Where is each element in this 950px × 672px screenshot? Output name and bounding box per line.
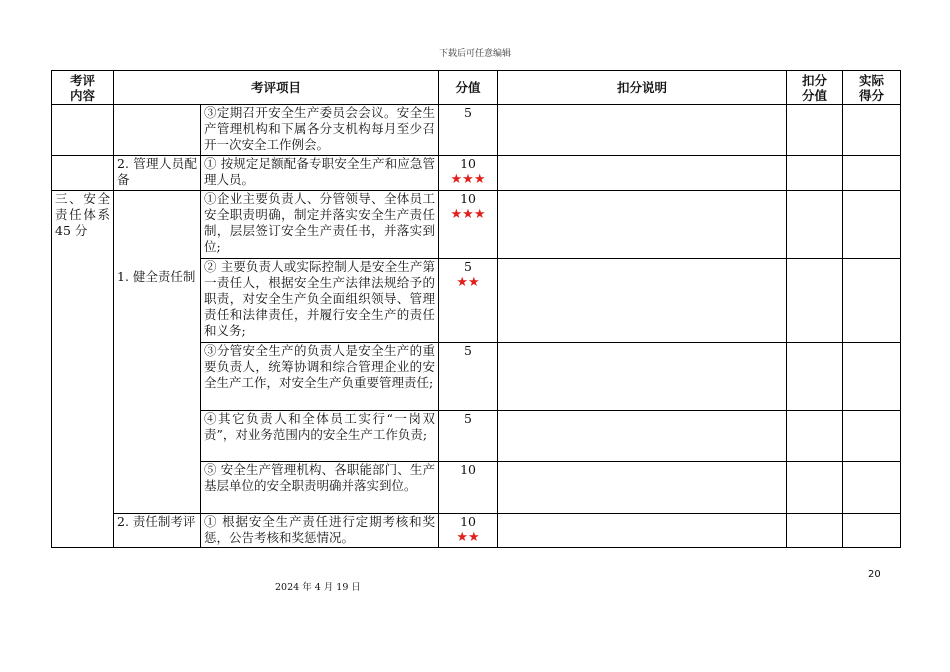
subitem-text: 1. 健全责任制 bbox=[117, 269, 196, 284]
score-cell bbox=[439, 105, 498, 156]
page-number: 20 bbox=[868, 569, 881, 580]
table-row bbox=[52, 191, 901, 259]
header-score bbox=[439, 71, 498, 105]
header-explain bbox=[498, 71, 787, 105]
deduct-cell bbox=[787, 259, 843, 343]
category-cell bbox=[52, 191, 114, 548]
item-text: ④其它负责人和全体员工实行“一岗双责”，对业务范围内的安全生产工作负责; bbox=[204, 411, 436, 442]
header-content bbox=[52, 71, 114, 105]
score-cell bbox=[439, 343, 498, 411]
header-actual bbox=[843, 71, 901, 105]
item-cell bbox=[201, 105, 439, 156]
category-text: 三、安全责任体系 45 分 bbox=[55, 191, 110, 238]
star-rating-icon: ★★★ bbox=[450, 207, 486, 222]
score-value: 10 bbox=[460, 191, 476, 206]
explain-cell bbox=[498, 259, 787, 343]
deduct-cell bbox=[787, 105, 843, 156]
header-explain-text: 扣分说明 bbox=[617, 80, 668, 95]
explain-cell bbox=[498, 462, 787, 514]
score-value: 5 bbox=[464, 259, 472, 274]
star-rating-icon: ★★ bbox=[456, 275, 480, 290]
item-text: ① 根据安全生产责任进行定期考核和奖惩，公告考核和奖惩情况。 bbox=[204, 514, 436, 545]
deduct-cell bbox=[787, 191, 843, 259]
category-cell-prev bbox=[52, 105, 114, 156]
deduct-cell bbox=[787, 343, 843, 411]
score-value: 10 bbox=[460, 514, 476, 529]
subitem-cell-prev bbox=[114, 105, 201, 156]
actual-cell bbox=[843, 105, 901, 156]
item-text: ⑤ 安全生产管理机构、各职能部门、生产基层单位的安全职责明确并落实到位。 bbox=[204, 462, 436, 493]
item-cell bbox=[201, 514, 439, 548]
item-cell bbox=[201, 411, 439, 462]
category-cell-prev bbox=[52, 156, 114, 191]
table-row bbox=[52, 105, 901, 156]
score-value: 10 bbox=[460, 156, 476, 171]
item-cell bbox=[201, 191, 439, 259]
actual-cell bbox=[843, 156, 901, 191]
actual-cell bbox=[843, 411, 901, 462]
actual-cell bbox=[843, 259, 901, 343]
item-text: ③定期召开安全生产委员会会议。安全生产管理机构和下属各分支机构每月至少召开一次安全工作例会。 bbox=[204, 105, 436, 152]
header-item bbox=[114, 71, 439, 105]
score-cell bbox=[439, 411, 498, 462]
item-cell bbox=[201, 462, 439, 514]
item-text: ① 按规定足额配备专职安全生产和应急管理人员。 bbox=[204, 156, 436, 187]
explain-cell bbox=[498, 105, 787, 156]
subitem-text: 2. 管理人员配备 bbox=[117, 156, 197, 187]
table-row bbox=[52, 514, 901, 548]
header-deduct bbox=[787, 71, 843, 105]
score-value: 5 bbox=[464, 343, 472, 358]
score-value: 10 bbox=[460, 462, 476, 477]
header-score-text: 分值 bbox=[455, 80, 481, 95]
actual-cell bbox=[843, 343, 901, 411]
header-item-text: 考评项目 bbox=[251, 80, 302, 95]
explain-cell bbox=[498, 156, 787, 191]
item-cell bbox=[201, 259, 439, 343]
actual-cell bbox=[843, 514, 901, 548]
deduct-cell bbox=[787, 462, 843, 514]
deduct-cell bbox=[787, 514, 843, 548]
header-note: 下载后可任意编辑 bbox=[438, 49, 511, 59]
evaluation-table bbox=[51, 70, 901, 548]
deduct-cell bbox=[787, 411, 843, 462]
score-cell bbox=[439, 514, 498, 548]
header-actual-text: 实际 得分 bbox=[859, 72, 885, 103]
header-content-text: 考评 内容 bbox=[69, 72, 95, 103]
actual-cell bbox=[843, 462, 901, 514]
subitem-cell bbox=[114, 191, 201, 514]
explain-cell bbox=[498, 343, 787, 411]
subitem-cell bbox=[114, 156, 201, 191]
explain-cell bbox=[498, 514, 787, 548]
item-cell bbox=[201, 343, 439, 411]
header-deduct-text: 扣分 分值 bbox=[802, 72, 828, 103]
item-cell bbox=[201, 156, 439, 191]
item-text: ② 主要负责人或实际控制人是安全生产第一责任人，根据安全生产法律法规给予的职责，对安全生产负全面组织领导、管理责任和法律责任，并履行安全生产的责任和义务; bbox=[204, 259, 436, 338]
item-text: ③分管安全生产的负责人是安全生产的重要负责人，统筹协调和综合管理企业的安全生产工作，对安全生产负重要管理责任; bbox=[204, 343, 436, 390]
subitem-text: 2. 责任制考评 bbox=[117, 514, 196, 529]
score-value: 5 bbox=[464, 105, 472, 120]
explain-cell bbox=[498, 411, 787, 462]
score-cell bbox=[439, 259, 498, 343]
table-row bbox=[52, 156, 901, 191]
deduct-cell bbox=[787, 156, 843, 191]
subitem-cell bbox=[114, 514, 201, 548]
footer-date: 2024 年 4 月 19 日 bbox=[275, 582, 361, 593]
score-cell bbox=[439, 191, 498, 259]
star-rating-icon: ★★★ bbox=[450, 172, 486, 187]
item-text: ①企业主要负责人、分管领导、全体员工安全职责明确，制定并落实安全生产责任制，层层签订安全生产责任书，并落实到位; bbox=[204, 191, 436, 254]
table-header-row bbox=[52, 71, 901, 105]
score-value: 5 bbox=[464, 411, 472, 426]
star-rating-icon: ★★ bbox=[456, 530, 480, 545]
actual-cell bbox=[843, 191, 901, 259]
score-cell bbox=[439, 462, 498, 514]
explain-cell bbox=[498, 191, 787, 259]
score-cell bbox=[439, 156, 498, 191]
